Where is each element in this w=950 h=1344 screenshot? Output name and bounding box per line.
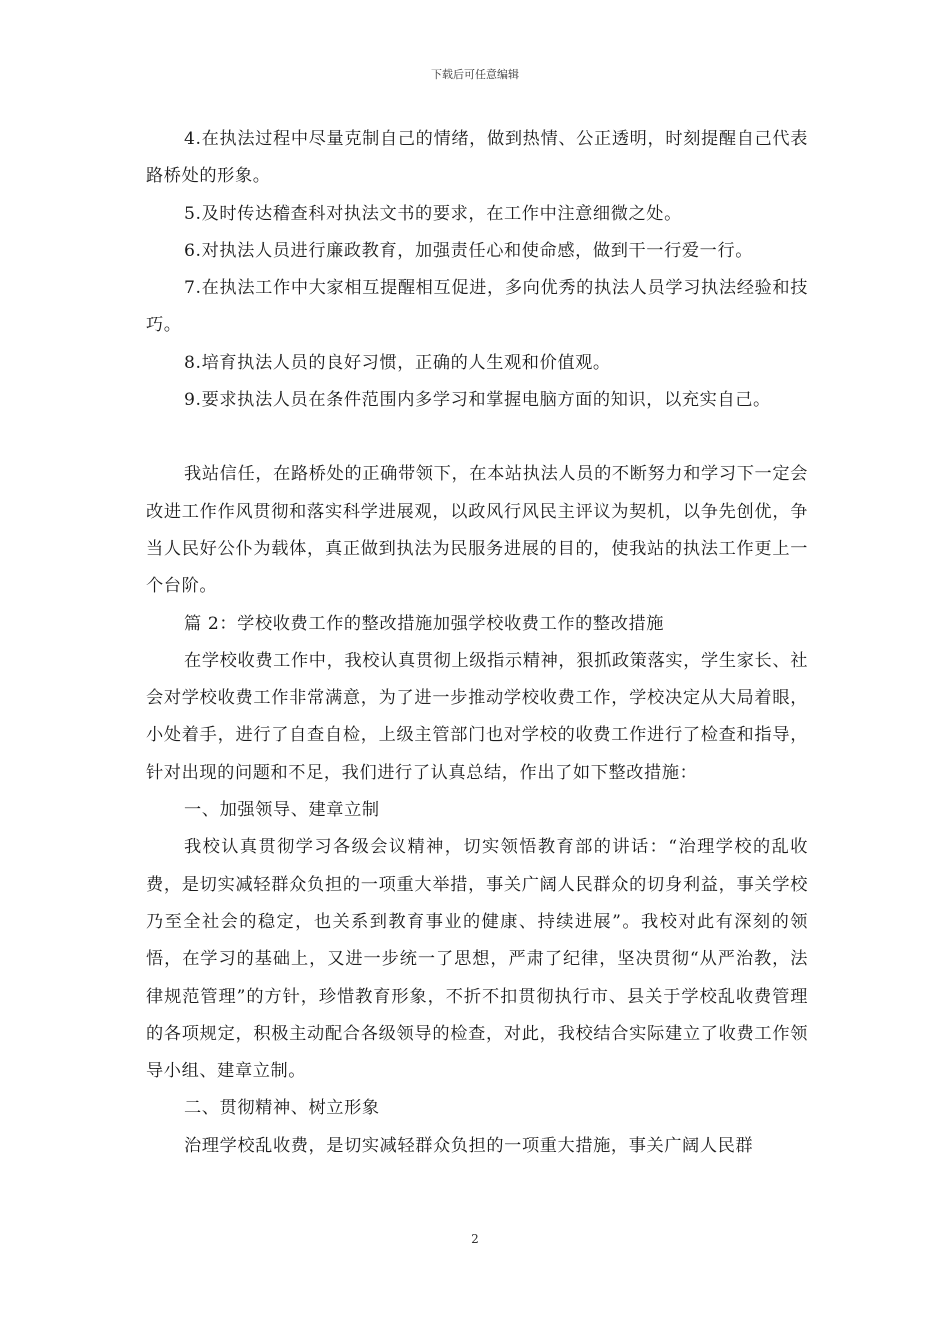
list-item-5: 5.及时传达稽查科对执法文书的要求，在工作中注意细微之处。 bbox=[184, 203, 682, 224]
heading-2: 二、贯彻精神、树立形象 bbox=[184, 1098, 380, 1119]
page-header: 下载后可任意编辑 bbox=[431, 68, 519, 81]
heading-1: 一、加强领导、建章立制 bbox=[184, 800, 380, 821]
list-item-9: 9.要求执法人员在条件范围内多学习和掌握电脑方面的知识，以充实自己。 bbox=[184, 390, 771, 411]
body-paragraph-2: 治理学校乱收费，是切实减轻群众负担的一项重大措施，事关广阔人民群 bbox=[184, 1135, 754, 1156]
section-title: 篇 2：学校收费工作的整改措施加强学校收费工作的整改措施 bbox=[184, 613, 665, 634]
intro-paragraph: 在学校收费工作中，我校认真贯彻上级指示精神，狠抓政策落实，学生家长、社会对学校收费工作非常满意，为了进一步推动学校收费工作，学校决定从大局着眼，小处着手，进行了自查自检，上级主管部门也对学校的收费工作进行了检查和指导，针对出现的问题和不足，我们进行了认真总结，作出了如下整改措施： bbox=[146, 650, 808, 783]
list-item-6: 6.对执法人员进行廉政教育，加强责任心和使命感，做到干一行爱一行。 bbox=[184, 240, 754, 261]
list-item-4: 4.在执法过程中尽量克制自己的情绪，做到热情、公正透明，时刻提醒自己代表路桥处的形象。 bbox=[146, 129, 808, 187]
conclusion-paragraph: 我站信任，在路桥处的正确带领下，在本站执法人员的不断努力和学习下一定会改进工作作风贯彻和落实科学进展观，以政风行风民主评议为契机，以争先创优，争当人民好公仆为载体，真正做到执法为民服务进展的目的，使我站的执法工作更上一个台阶。 bbox=[146, 464, 808, 597]
page-number: 2 bbox=[471, 1232, 479, 1246]
list-item-7: 7.在执法工作中大家相互提醒相互促进，多向优秀的执法人员学习执法经验和技巧。 bbox=[146, 278, 808, 336]
list-item-8: 8.培育执法人员的良好习惯，正确的人生观和价值观。 bbox=[184, 352, 611, 373]
body-paragraph-1: 我校认真贯彻学习各级会议精神，切实领悟教育部的讲话：“治理学校的乱收费，是切实减轻群众负担的一项重大举措，事关广阔人民群众的切身利益，事关学校乃至全社会的稳定，也关系到教育事业的健康、持续进展”。我校对此有深刻的领悟，在学习的基础上，又进一步统一了思想，严肃了纪律，坚决贯彻“从严治教，法律规范管理”的方针，珍惜教育形象，不折不扣贯彻执行市、县关于学校乱收费管理的各项规定，积极主动配合各级领导的检查，对此，我校结合实际建立了收费工作领导小组、建章立制。 bbox=[146, 837, 808, 1082]
paragraph-spacer bbox=[146, 419, 808, 456]
document-body bbox=[146, 121, 808, 1165]
